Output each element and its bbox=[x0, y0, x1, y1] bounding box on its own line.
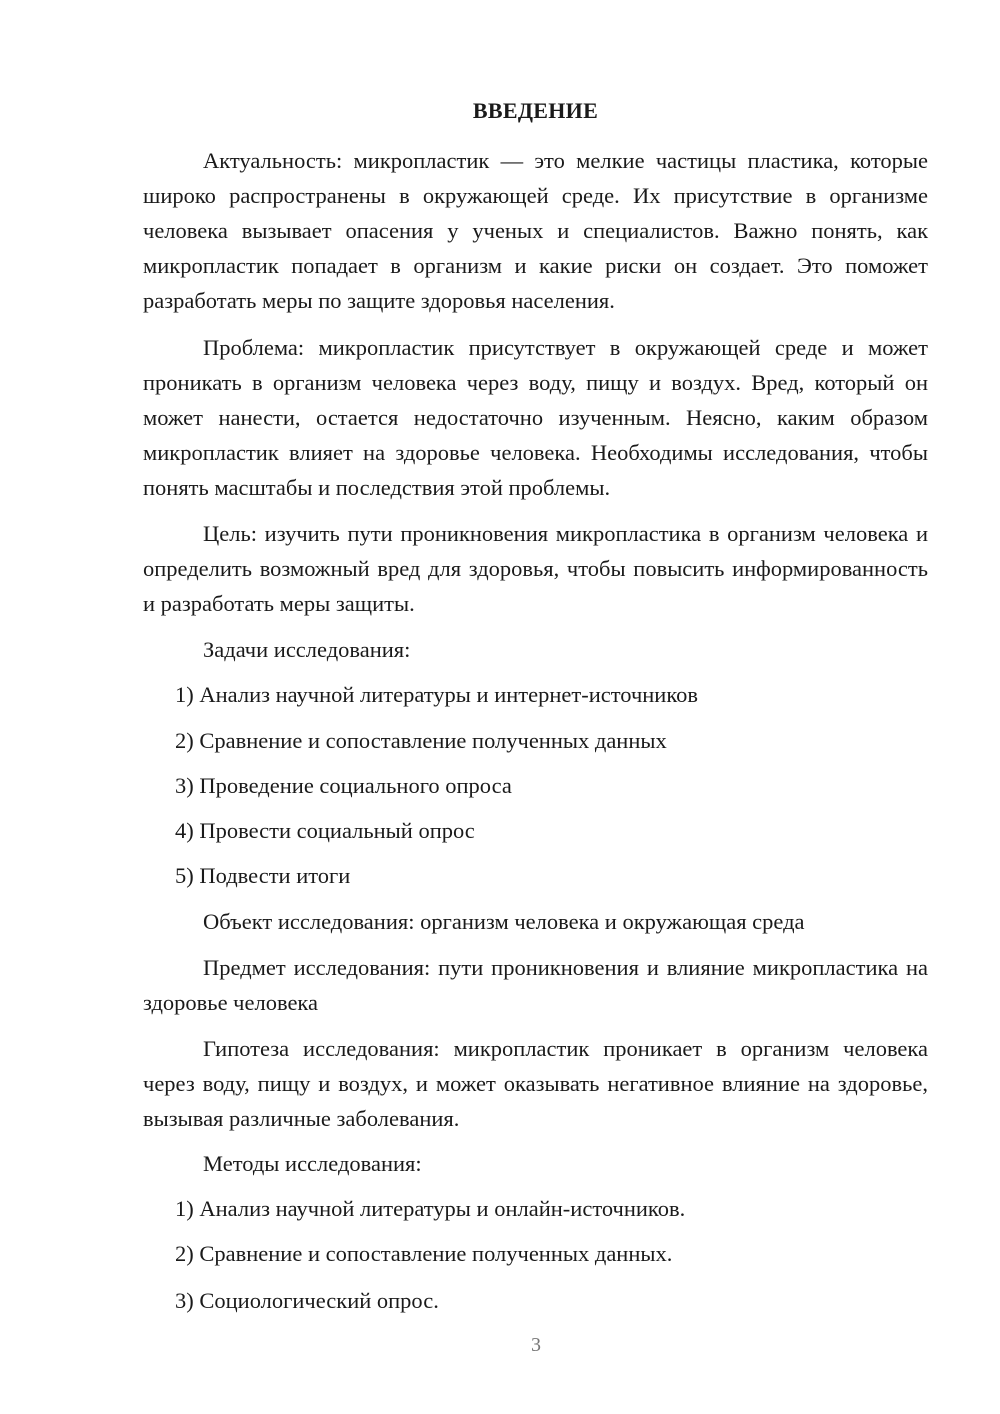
task-item: 1) Анализ научной литературы и интернет-источников bbox=[175, 682, 699, 707]
methods-label: Методы исследования: bbox=[203, 1151, 422, 1176]
goal-paragraph: Цель: изучить пути проникновения микропластика в организм человека и определить возможный вред для здоровья, чтобы повысить информированность и разработать меры защиты. bbox=[143, 521, 928, 616]
page-number: 3 bbox=[531, 1334, 541, 1356]
tasks-label: Задачи исследования: bbox=[203, 637, 411, 662]
method-item: 2) Сравнение и сопоставление полученных данных. bbox=[175, 1241, 673, 1266]
object-paragraph: Объект исследования: организм человека и окружающая среда bbox=[203, 909, 805, 934]
task-item: 2) Сравнение и сопоставление полученных данных bbox=[175, 728, 667, 753]
hypothesis-paragraph: Гипотеза исследования: микропластик проникает в организм человека через воду, пищу и воздух, и может оказывать негативное влияние на здоровье, вызывая различные заболевания. bbox=[143, 1036, 928, 1131]
method-item: 1) Анализ научной литературы и онлайн-источников. bbox=[175, 1196, 686, 1221]
method-item: 3) Социологический опрос. bbox=[175, 1288, 439, 1313]
task-item: 5) Подвести итоги bbox=[175, 863, 351, 888]
task-item: 4) Провести социальный опрос bbox=[175, 818, 475, 843]
page-title: ВВЕДЕНИЕ bbox=[472, 98, 599, 123]
subject-paragraph: Предмет исследования: пути проникновения и влияние микропластика на здоровье человека bbox=[143, 955, 928, 1015]
task-item: 3) Проведение социального опроса bbox=[175, 773, 512, 798]
problem-paragraph: Проблема: микропластик присутствует в окружающей среде и может проникать в организм человека через воду, пищу и воздух. Вред, который он может нанести, остается недостаточно изученным. Неясно, каким образом микропластик влияет на здоровье человека. Необходимы исследования, чтобы понять масштабы и последствия этой проблемы. bbox=[143, 335, 928, 500]
relevance-paragraph: Актуальность: микропластик — это мелкие частицы пластика, которые широко распространены в окружающей среде. Их присутствие в организме человека вызывает опасения у ученых и специалистов. Важно понять, как микропластик попадает в организм и какие риски он создает. Это поможет разработать меры по защите здоровья населения. bbox=[143, 148, 928, 313]
